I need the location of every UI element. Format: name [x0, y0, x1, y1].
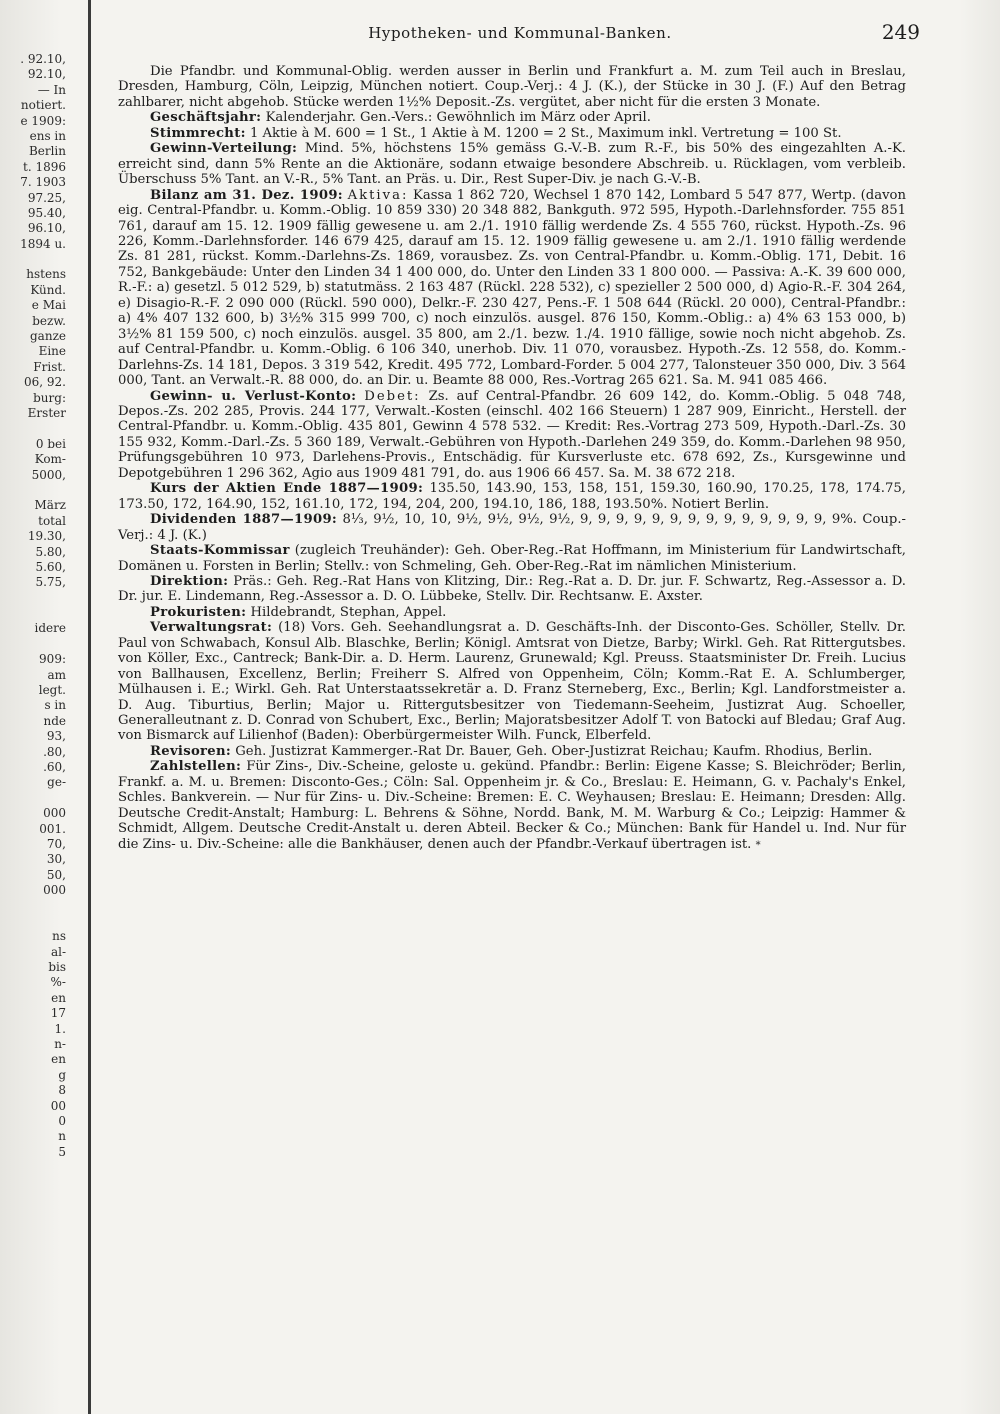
left-fragment-line: en — [51, 990, 66, 1005]
left-fragment-line: 8 — [58, 1083, 66, 1098]
paragraph-heading: Kurs der Aktien Ende 1887—1909: — [150, 481, 424, 497]
paragraph-text: Die Pfandbr. und Kommunal-Oblig. werden ausser in Berlin und Frankfurt a. M. zum Teil auch in Breslau, Dresden, Hamburg, Cöln, Leipzig, München notiert. Coup.-Verj.: 4 J. (K.), der Stücke in 30 J. (F.) Auf den Betrag zahlbarer, nicht abgehob. Stücke werden 1½% Deposit.-Zs. vergütet, aber nicht für die ersten 3 Monate. — [118, 64, 906, 110]
left-fragment-line: n — [58, 1129, 66, 1144]
paragraph-heading: Revisoren: — [150, 743, 232, 759]
left-fragment-line: 30, — [46, 852, 66, 867]
left-fragment-line: 06, 92. — [24, 375, 66, 390]
left-fragment-line: total — [38, 513, 66, 528]
left-fragment-line: 000 — [43, 883, 66, 898]
left-fragment-line: 1894 u. — [20, 236, 66, 251]
entry-paragraph — [118, 389, 906, 482]
paragraph-heading: Stimmrecht: — [150, 125, 246, 141]
left-fragment-line — [0, 483, 66, 498]
left-fragment-line — [0, 791, 66, 806]
paragraph-heading: Gewinn- u. Verlust-Konto: — [150, 388, 357, 404]
entry-paragraph — [118, 744, 906, 759]
paragraph-subheading: Aktiva: — [347, 187, 409, 203]
left-fragment-line: 001. — [39, 821, 66, 836]
left-fragment-line: al- — [50, 944, 66, 959]
paragraph-text: 1 Aktie à M. 600 = 1 St., 1 Aktie à M. 1200 = 2 St., Maximum inkl. Vertretung = 100 St. — [249, 125, 842, 141]
paragraph-heading: Prokuristen: — [150, 604, 247, 620]
left-fragment-line: ganze — [30, 329, 66, 344]
left-fragment-line: legt. — [38, 683, 66, 698]
entry-paragraph — [118, 605, 906, 620]
article-body — [118, 64, 906, 853]
left-fragment-line: 5000, — [31, 467, 66, 482]
left-fragment-line: hstens — [26, 267, 66, 282]
page-number: 249 — [881, 20, 920, 44]
entry-paragraph — [118, 188, 906, 389]
left-fragment-line: — In — [37, 82, 66, 97]
entry-paragraph — [118, 141, 906, 187]
paragraph-heading: Gewinn-Verteilung: — [150, 141, 298, 157]
left-fragment-line: 00 — [50, 1098, 66, 1113]
left-fragment-line: 0 — [58, 1113, 66, 1128]
left-fragment-line: 1. — [54, 1021, 66, 1036]
left-fragment-line: 50, — [46, 867, 66, 882]
left-fragment-line: %- — [50, 975, 66, 990]
left-fragment-line — [0, 898, 66, 913]
left-fragment-line: März — [34, 498, 66, 513]
left-fragment-line: 97.25, — [27, 190, 66, 205]
entry-paragraph — [118, 481, 906, 512]
left-fragment-line: 5.60, — [35, 559, 66, 574]
left-fragment-line: burg: — [33, 390, 66, 405]
left-fragment-line: 92.10, — [27, 67, 66, 82]
left-fragment-line: . 92.10, — [20, 52, 66, 66]
left-fragment-line: Kom- — [34, 452, 66, 467]
paragraph-heading: Staats-Kommissar — [150, 543, 290, 559]
paragraph-heading: Dividenden 1887—1909: — [150, 512, 338, 528]
entry-paragraph — [118, 110, 906, 125]
left-fragment-line: en — [51, 1052, 66, 1067]
left-fragment-line: 7. 1903 — [20, 175, 66, 190]
paragraph-text: Kalenderjahr. Gen.-Vers.: Gewöhnlich im März oder April. — [265, 110, 651, 126]
entry-paragraph — [118, 620, 906, 744]
left-fragment-line: bezw. — [32, 313, 66, 328]
footer-mark: * — [755, 839, 761, 851]
left-fragment-line: 909: — [39, 652, 66, 667]
left-fragment-line — [0, 914, 66, 929]
paragraph-text: Geh. Justizrat Kammerger.-Rat Dr. Bauer, Geh. Ober-Justizrat Reichau; Kaufm. Rhodius, Berlin. — [235, 743, 873, 759]
left-fragment-line: 96.10, — [27, 221, 66, 236]
left-fragment-line: s in — [44, 698, 66, 713]
left-fragment-line: ge- — [47, 775, 66, 790]
left-fragment-line — [0, 421, 66, 436]
left-fragment-line: nde — [43, 713, 66, 728]
paragraph-text: (18) Vors. Geh. Seehandlungsrat a. D. Geschäfts-Inh. der Disconto-Ges. Schöller, Stellv. Dr. Paul von Schwabach, Konsul Alb. Blaschke, Berlin; Königl. Amtsrat von Dietze, Barby; Wirkl. Geh. Rat Rittergutsbes. von Köller, Exc., Cantreck; Bank-Dir. a. D. Herm. Laurenz, Grunewald; Kgl. Preuss. Staatsminister Dr. Freih. Lucius von Ballhausen, Excellenz, Berlin; Freiherr S. Alfred von Oppenheim, Cöln; Komm.-Rat E. A. Schlumberger, Mülhausen i. E.; Wirkl. Geh. Rat Unterstaatssekretär a. D. Franz Sterneberg, Exc., Berlin; Kgl. Landforstmeister a. D. Aug. Tiburtius, Berlin; Major u. Rittergutsbesitzer von Tiedemann-Seeheim, Justizrat Aug. Schoeller, Generalleutnant z. D. Conrad von Schubert, Exc., Berlin; Majoratsbesitzer Adolf T. von Batocki auf Bledau; Graf Aug. von Bismarck auf Lilienhof (Baden): Oberbürgermeister Wilh. Funck, Elberfeld. — [118, 620, 906, 744]
paragraph-heading: Geschäftsjahr: — [150, 110, 262, 126]
left-fragment-line: 5 — [58, 1144, 66, 1159]
paragraph-text: Kassa 1 862 720, Wechsel 1 870 142, Lombard 5 547 877, Wertp. (davon eig. Central-Pfandbr. u. Komm.-Oblig. 10 859 330) 20 348 882, Bankguth. 972 595, Hypoth.-Darlehnsforder. 755 851 761, darauf am 15. 12. 1909 fällig gewesene u. am 2./1. 1910 fällig werdende Zs. 4 555 760, rückst. Hypoth.-Zs. 96 226, Komm.-Darlehnsforder. 146 679 425, darauf am 15. 12. 1909 fällig gewesene u. am 2./1. 1910 fällig werdende Zs. 81 281, rückst. Komm.-Darlehns-Zs. 1869, vorausbez. Zs. von Central-Pfandbr. u. Komm.-Oblig. 171, Debit. 16 752, Bankgebäude: Unter den Linden 34 1 400 000, do. Unter den Linden 33 1 800 000. — Passiva: A.-K. 39 600 000, R.-F.: a) gesetzl. 5 012 529, b) statutmäss. 2 163 487 (Rückl. 228 532), c) spezieller 2 500 000, d) Agio-R.-F. 304 264, e) Disagio-R.-F. 2 090 000 (Rückl. 590 000), Delkr.-F. 230 427, Pens.-F. 1 508 644 (Rückl. 20 000), Central-Pfandbr.: a) 4% 407 132 600, b) 3½% 315 999 700, c) noch einzulös. ausgel. 876 150, Komm.-Oblig.: a) 4% 63 153 000, b) 3½% 81 159 500, c) noch einzulös. ausgel. 35 800, am 2./1. bezw. 1./4. 1910 fällige, sowie noch nicht abgehob. Zs. auf Central-Pfandbr. u. Komm.-Oblig. 6 106 340, unerhob. Div. 11 070, vorausbez. Hypoth.-Zs. 12 558, do. Komm.-Darlehns-Zs. 14 181, Depos. 3 319 542, Kredit. 495 772, Lombard-Forder. 5 004 277, Talonsteuer 350 000, Div. 3 564 000, Tant. an Verwalt.-R. 88 000, do. an Dir. u. Beamte 88 000, Res.-Vortrag 265 621. Sa. M. 941 085 466. — [118, 187, 906, 389]
left-fragment-line: t. 1896 — [23, 159, 66, 174]
left-fragment-line: Frist. — [33, 359, 66, 374]
entry-paragraph — [118, 512, 906, 543]
binding-gutter-line — [88, 0, 91, 1414]
entry-paragraph — [118, 543, 906, 574]
left-fragment-line — [0, 637, 66, 652]
left-fragment-line — [0, 252, 66, 267]
left-fragment-line: e 1909: — [20, 113, 66, 128]
left-fragment-line: 0 bei — [35, 436, 66, 451]
left-fragment-line: e Mai — [31, 298, 66, 313]
entry-paragraph — [118, 759, 906, 853]
adjacent-page-fragments — [0, 52, 66, 1160]
left-fragment-line: Eine — [38, 344, 66, 359]
left-fragment-line: idere — [34, 621, 66, 636]
left-fragment-line: Erster — [27, 405, 66, 420]
left-fragment-line: .60, — [43, 759, 66, 774]
left-fragment-line: 93, — [46, 729, 66, 744]
left-fragment-line: ens in — [29, 128, 66, 143]
paragraph-text: (zugleich Treuhänder): Geh. Ober-Reg.-Rat Hoffmann, im Ministerium für Landwirtschaft, Domänen u. Forsten in Berlin; Stellv.: von Schmeling, Geh. Ober-Reg.-Rat im nämlichen Ministerium. — [118, 543, 906, 574]
left-fragment-line: 5.80, — [35, 544, 66, 559]
paragraph-text: Präs.: Geh. Reg.-Rat Hans von Klitzing, Dir.: Reg.-Rat a. D. Dr. jur. F. Schwartz, Reg.-Assessor a. D. Dr. jur. E. Lindemann, Reg.-Assessor a. D. O. Lübbeke, Stellv. Dir. Rechtsanw. E. Axster. — [118, 573, 906, 605]
paragraph-text: 8⅓, 9½, 10, 10, 9½, 9½, 9½, 9½, 9, 9, 9, 9, 9, 9, 9, 9, 9, 9, 9, 9, 9, 9, 9%. Coup.-Verj.: 4 J. (K.) — [118, 512, 906, 543]
left-fragment-line: 17 — [50, 1006, 66, 1021]
left-fragment-line: 000 — [43, 806, 66, 821]
paragraph-subheading: Debet: — [364, 388, 421, 404]
entry-paragraph — [118, 126, 906, 141]
left-fragment-line: 70, — [46, 836, 66, 851]
left-fragment-line: 5.75, — [35, 575, 66, 590]
paragraph-text: Mind. 5%, höchstens 15% gemäss G.-V.-B. zum R.-F., bis 50% des eingezahlten A.-K. erreicht sind, dann 5% Rente an die Aktionäre, sodann etwaige besondere Abschreib. u. Rücklagen, vom verbleib. Überschuss 5% Tant. an V.-R., 5% Tant. an Präs. u. Dir., Rest Super-Div. je nach G.-V.-B. — [118, 141, 907, 188]
left-fragment-line: g — [58, 1067, 66, 1082]
left-fragment-line: 19.30, — [27, 529, 66, 544]
left-fragment-line: bis — [48, 960, 66, 975]
left-fragment-line: ns — [52, 929, 66, 944]
entry-paragraph — [118, 64, 906, 110]
paragraph-heading: Zahlstellen: — [150, 759, 242, 775]
left-fragment-line: Berlin — [28, 144, 66, 159]
paragraph-text: Zs. auf Central-Pfandbr. 26 609 142, do. Komm.-Oblig. 5 048 748, Depos.-Zs. 202 285, Provis. 244 177, Verwalt.-Kosten (einschl. 402 166 Steuern) 1 287 909, Einricht., Herstell. der Central-Pfandbr. u. Komm.-Oblig. 435 801, Gewinn 4 578 532. — Kredit: Res.-Vortrag 273 509, Hypoth.-Darl.-Zs. 30 155 932, Komm.-Darl.-Zs. 5 360 189, Verwalt.-Gebühren von Hypoth.-Darlehen 249 359, do. Komm.-Darlehen 98 950, Prüfungsgebühren 10 973, Darlehens-Provis., Entschädig. für Kursverluste etc. 678 692, Zs., Kursgewinne und Depotgebühren 1 296 362, Agio aus 1909 481 791, do. aus 1906 66 457. Sa. M. 38 672 218. — [118, 388, 906, 481]
entry-paragraph — [118, 574, 906, 605]
left-fragment-line: 95.40, — [27, 205, 66, 220]
left-fragment-line: notiert. — [20, 98, 66, 113]
left-fragment-line — [0, 591, 66, 606]
paragraph-heading: Bilanz am 31. Dez. 1909: — [150, 187, 343, 203]
left-fragment-line: .80, — [43, 744, 66, 759]
paragraph-heading: Verwaltungsrat: — [150, 620, 273, 636]
left-fragment-line: am — [47, 667, 66, 682]
paragraph-text: Hildebrandt, Stephan, Appel. — [250, 604, 447, 620]
left-fragment-line — [0, 606, 66, 621]
paragraph-heading: Direktion: — [150, 573, 229, 589]
left-fragment-line: Künd. — [30, 282, 66, 297]
left-fragment-line: n- — [54, 1037, 66, 1051]
paragraph-text: 135.50, 143.90, 153, 158, 151, 159.30, 160.90, 170.25, 178, 174.75, 173.50, 172, 164.90, 152, 161.10, 172, 194, 204, 200, 194.10, 186, 188, 193.50%. Notiert Berlin. — [118, 481, 906, 512]
paragraph-text: Für Zins-, Div.-Scheine, geloste u. gekünd. Pfandbr.: Berlin: Eigene Kasse; S. Bleichröder; Berlin, Frankf. a. M. u. Bremen: Disconto-Ges.; Cöln: Sal. Oppenheim jr. & Co., Breslau: E. Heimann, G. v. Pachaly's Enkel, Schles. Bankverein. — Nur für Zins- u. Div.-Scheine: Bremen: E. C. Weyhausen; Breslau: E. Heimann; Dresden: Allg. Deutsche Credit-Anstalt; Hamburg: L. Behrens & Söhne, Nordd. Bank, M. M. Warburg & Co.; Leipzig: Hammer & Schmidt, Allgem. Deutsche Credit-Anstalt u. deren Abteil. Becker & Co.; München: Bank für Handel u. Ind. Nur für die Zins- u. Div.-Scheine: alle die Bankhäuser, denen auch der Pfandbr.-Verkauf übertragen ist. — [118, 759, 906, 852]
page-header — [120, 20, 920, 50]
running-title: Hypotheken- und Kommunal-Banken. — [368, 24, 672, 42]
